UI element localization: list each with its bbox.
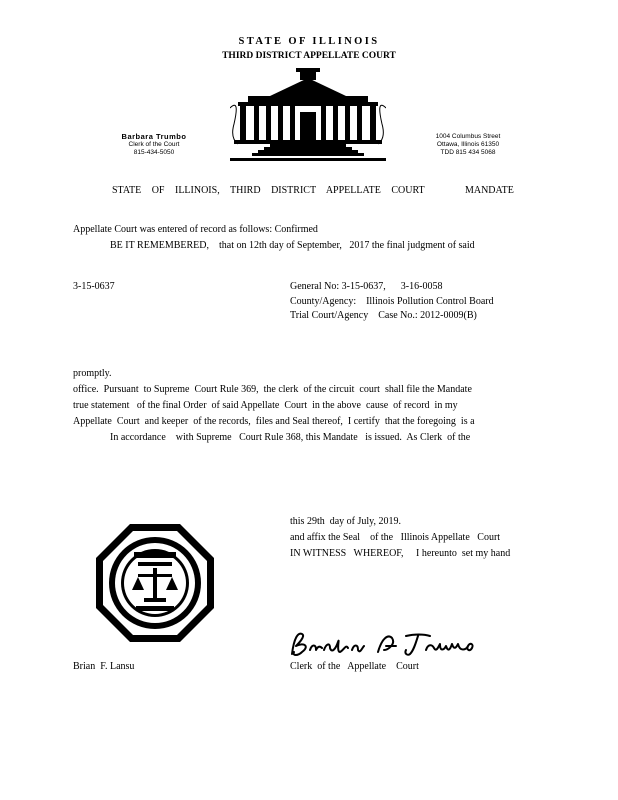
title-court: STATE OF ILLINOIS, THIRD DISTRICT APPELLATE COURT: [112, 185, 425, 196]
address-tdd: TDD 815 434 5068: [440, 149, 496, 156]
clerk-info: [104, 133, 204, 157]
closing-witness: IN WITNESS WHEREOF, I hereunto set my hand: [290, 548, 511, 559]
court-heading: THIRD DISTRICT APPELLATE COURT: [222, 51, 396, 61]
clerk-signature-title: Clerk of the Appellate Court: [290, 661, 419, 672]
body-appellate: Appellate Court and keeper of the records, files and Seal thereof, I certify that the foregoing is a: [73, 416, 475, 427]
judgment-line-1: BE IT REMEMBERED, that on 12th day of September, 2017 the final judgment of said: [110, 240, 475, 251]
case-number: 3-15-0637: [73, 281, 115, 292]
closing-seal: and affix the Seal of the Illinois Appellate Court: [290, 532, 501, 543]
closing-date: this 29th day of July, 2019.: [290, 516, 402, 527]
general-number: General No: 3-15-0637, 3-16-0058: [290, 281, 443, 292]
body-office: office. Pursuant to Supreme Court Rule 369, the clerk of the circuit court shall file the Mandate: [73, 384, 472, 395]
county-agency: County/Agency: Illinois Pollution Control Board: [290, 296, 494, 307]
document-title: [112, 185, 514, 196]
court-seal: [94, 522, 216, 644]
state-heading: STATE OF ILLINOIS: [238, 36, 380, 47]
clerk-title: Clerk of the Court: [128, 141, 180, 148]
handwritten-signature: [288, 628, 488, 662]
address-street: 1004 Columbus Street: [435, 133, 501, 140]
title-mandate: MANDATE: [464, 185, 514, 196]
body-accordance: In accordance with Supreme Court Rule 368, this Mandate is issued. As Clerk of the: [110, 432, 471, 443]
address-city: Ottawa, Illinois 61350: [436, 141, 500, 148]
court-address: [418, 133, 518, 157]
body-true-statement: true statement of the final Order of said Appellate Court in the above cause of record in my: [73, 400, 458, 411]
body-promptly: promptly.: [73, 368, 112, 379]
trial-case-number: Trial Court/Agency Case No.: 2012-0009(B): [290, 310, 477, 321]
signatory-name: Brian F. Lansu: [73, 661, 135, 672]
courthouse-illustration: [230, 68, 386, 164]
clerk-name: Barbara Trumbo: [121, 132, 187, 141]
clerk-phone: 815-434-5050: [133, 149, 175, 156]
judgment-line-2: Appellate Court was entered of record as follows: Confirmed: [73, 224, 318, 235]
